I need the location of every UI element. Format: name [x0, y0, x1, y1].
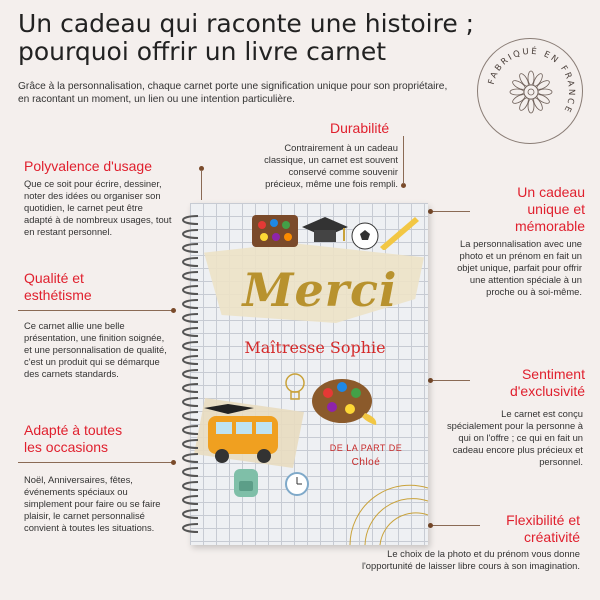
- flexibilite-text: [300, 548, 580, 572]
- occasions-heading-line-2: les occasions: [24, 439, 109, 455]
- connector-dot-memorable: [428, 209, 433, 214]
- polyvalence-heading: Polyvalence d'usage: [24, 158, 152, 174]
- memorable-text: La personnalisation avec une photo et un prénom en fait un objet unique, parfait pour offrir une attention spéciale à un proche ou à soi-même.: [457, 238, 582, 297]
- qualite-text: Ce carnet allie une belle présentation, une finition soignée, et une personnalisation de qualité, c'est un produit qui se démarque des carnets standards.: [24, 320, 167, 379]
- polyvalence-text: Que ce soit pour écrire, dessiner, noter des idées ou organiser son quotidien, le carnet peut être adapté à de nombreux usages, tout en restant personnel.: [24, 178, 172, 237]
- backpack-icon: [230, 463, 262, 499]
- connector-line-durabilite: [403, 136, 404, 184]
- occasions-heading-line-1: Adapté à toutes: [24, 422, 123, 438]
- exclusivite-text: Le carnet est conçu spécialement pour la personne à qui on l'offre ; ce qui en fait un cadeau encore plus précieux et personnel.: [446, 408, 583, 467]
- durabilite-heading: Durabilité: [330, 120, 390, 136]
- memorable-heading-line-3: mémorable: [514, 218, 585, 234]
- flexibilite-heading-line-1: Flexibilité et: [506, 512, 580, 528]
- intro-text: Grâce à la personnalisation, chaque carnet porte une signification unique pour son propriétaire, en racontant un moment, un lien ou une intention particulière.: [18, 81, 448, 105]
- svg-text:FABRIQUÉ EN FRANCE: [487, 45, 576, 115]
- from-label: DE LA PART DE: [329, 443, 403, 453]
- connector-line-occasions: [18, 462, 173, 463]
- stamp-graphic: [478, 39, 584, 145]
- dedication-text: Maîtresse Sophie: [244, 338, 386, 357]
- title-line-2: pourquoi offrir un livre carnet: [18, 37, 387, 66]
- flexibilite-heading: [470, 512, 580, 546]
- qualite-heading-line-2: esthétisme: [24, 287, 92, 303]
- connector-line-memorable: [430, 211, 470, 212]
- artist-palette-icon: [310, 373, 380, 428]
- page-title: [18, 10, 488, 66]
- memorable-heading: [470, 184, 585, 235]
- exclusivite-heading-line-2: d'exclusivité: [509, 383, 585, 399]
- memorable-heading-line-1: Un cadeau: [517, 184, 585, 200]
- sun-flower-icon: [510, 71, 552, 113]
- qualite-heading: [24, 270, 92, 304]
- flexibilite-text-line-2: l'opportunité de laisser libre cours à son imagination.: [361, 560, 580, 571]
- connector-dot-exclusivite: [428, 378, 433, 383]
- connector-dot-flexibilite: [428, 523, 433, 528]
- connector-line-polyvalence: [201, 170, 202, 200]
- graduation-cap-icon: [300, 215, 350, 249]
- occasions-text: Noël, Anniversaires, fêtes, événements spéciaux ou simplement pour faire ou se faire plaisir, le carnet personnalisé convient à toutes les situations.: [24, 474, 161, 533]
- occasions-heading: [24, 422, 122, 456]
- qualite-heading-line-1: Qualité et: [24, 270, 84, 286]
- memorable-heading-line-2: unique et: [527, 201, 585, 217]
- from-name: Chloé: [351, 457, 381, 468]
- merci-text: Merci: [242, 263, 398, 317]
- ruler-icon: [375, 215, 420, 250]
- stamp-text: FABRIQUÉ EN FRANCE: [486, 46, 577, 116]
- connector-line-exclusivite: [430, 380, 470, 381]
- paint-palette-icon: [250, 211, 300, 251]
- school-bus-icon: [198, 398, 293, 468]
- exclusivite-heading-line-1: Sentiment: [521, 366, 585, 382]
- made-in-france-stamp: [477, 38, 583, 144]
- gold-arc-decoration: [340, 473, 428, 545]
- flexibilite-text-line-1: Le choix de la photo et du prénom vous donne: [387, 548, 580, 559]
- exclusivite-heading: [470, 366, 585, 400]
- spiral-binding: [176, 210, 204, 540]
- title-line-1: Un cadeau qui raconte une histoire ;: [18, 9, 475, 38]
- alarm-clock-icon: [282, 468, 312, 498]
- durabilite-text: Contrairement à un cadeau classique, un carnet est souvent conservé comme souvenir précieux, même une fois rempli.: [264, 142, 398, 189]
- notebook-cover: [190, 203, 428, 545]
- flexibilite-heading-line-2: créativité: [523, 529, 580, 545]
- connector-line-qualite: [18, 310, 173, 311]
